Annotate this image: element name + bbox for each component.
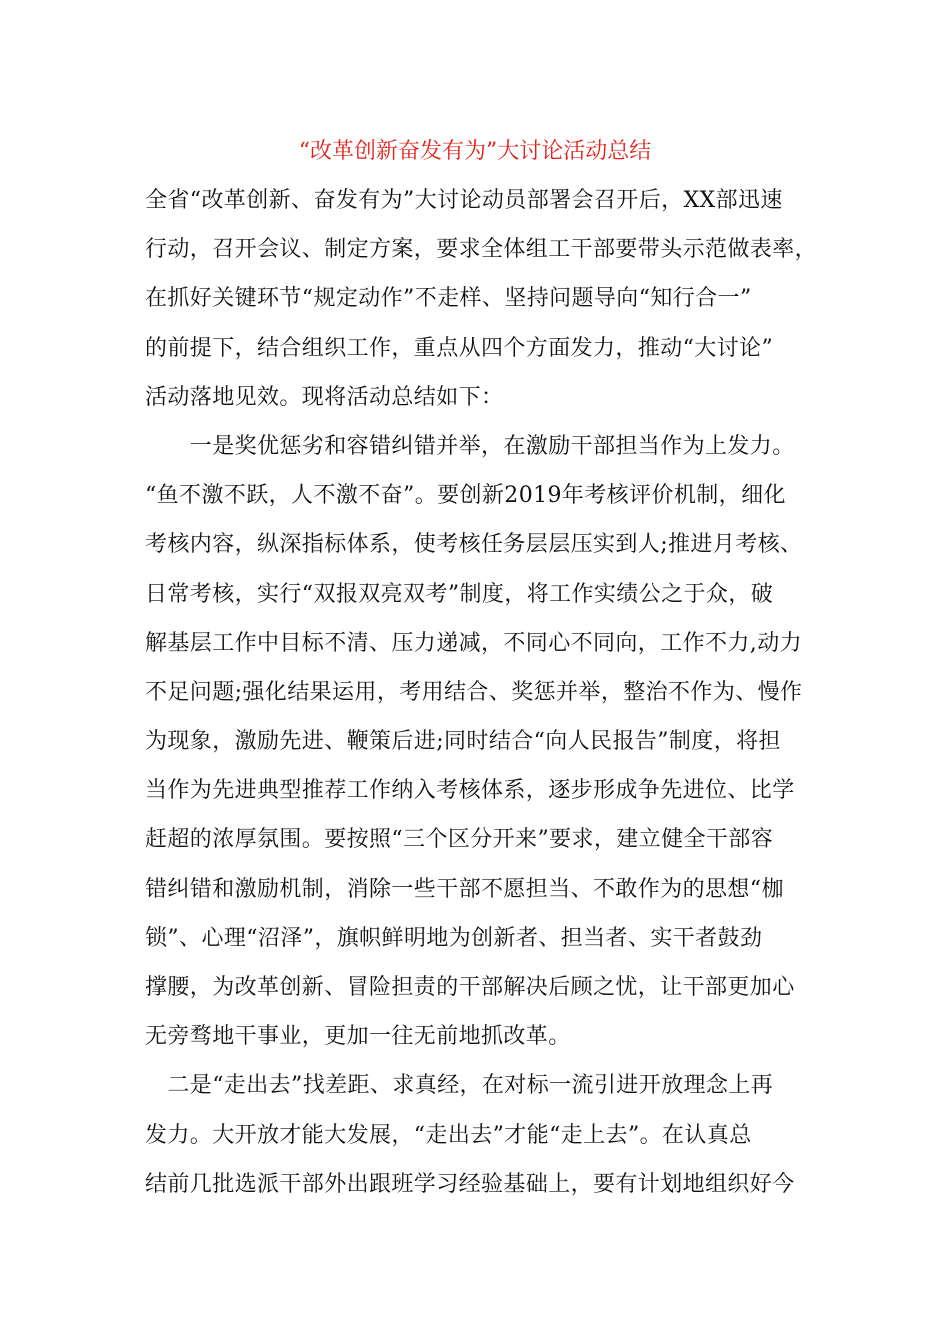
document-title: “改革创新奋发有为”大讨论活动总结 — [298, 139, 652, 164]
text-line: 解基层工作中目标不清、压力递减，不同心不同向，工作不力,动力 — [145, 630, 802, 656]
text-line: 在抓好关键环节“规定动作”不走样、坚持问题导向“知行合一” — [145, 286, 752, 312]
text-line: 一是奖优惩劣和容错纠错并举，在激励干部担当作为上发力。 — [145, 433, 795, 459]
text-line: 撑腰，为改革创新、冒险担责的干部解决后顾之忧，让干部更加心 — [145, 975, 795, 1000]
text-line: 错纠错和激励机制，消除一些干部不愿担当、不敢作为的思想“枷 — [145, 876, 784, 902]
text-line: 行动，召开会议、制定方案，要求全体组工干部要带头示范做表率， — [145, 237, 818, 263]
text-line: 日常考核，实行“双报双亮双考”制度，将工作实绩公之于众，破 — [145, 581, 774, 607]
text-line: 活动落地见效。现将活动总结如下： — [145, 384, 504, 410]
text-line: 为现象，激励先进、鞭策后进;同时结合“向人民报告”制度，将担 — [145, 729, 781, 755]
text-line: 二是“走出去”找差距、求真经，在对标一流引进开放理念上再 — [145, 1073, 774, 1099]
text-line: “鱼不激不跃，人不激不奋”。要创新2019年考核评价机制，细化 — [145, 483, 786, 509]
text-line: 当作为先进典型推荐工作纳入考核体系，逐步形成争先进位、比学 — [145, 778, 795, 804]
text-line: 无旁骛地干事业，更加一往无前地抓改革。 — [145, 1024, 571, 1050]
text-line: 的前提下，结合组织工作，重点从四个方面发力，推动“大讨论” — [145, 335, 774, 361]
text-line: 不足问题;强化结果运用，考用结合、奖惩并举，整治不作为、慢作 — [145, 679, 803, 705]
text-line: 赶超的浓厚氛围。要按照“三个区分开来”要求，建立健全干部容 — [145, 827, 774, 853]
text-line: 结前几批选派干部外出跟班学习经验基础上，要有计划地组织好今 — [145, 1171, 795, 1197]
document-body — [145, 176, 825, 1209]
text-line: 全省“改革创新、奋发有为”大讨论动员部署会召开后，XX部迅速 — [145, 188, 783, 213]
text-line: 发力。大开放才能大发展，“走出去”才能“走上去”。在认真总 — [145, 1122, 752, 1148]
text-line: 锁”、心理“沼泽”，旗帜鲜明地为创新者、担当者、实干者鼓劲 — [145, 925, 763, 951]
text-line: 考核内容，纵深指标体系，使考核任务层层压实到人;推进月考核、 — [145, 532, 803, 558]
